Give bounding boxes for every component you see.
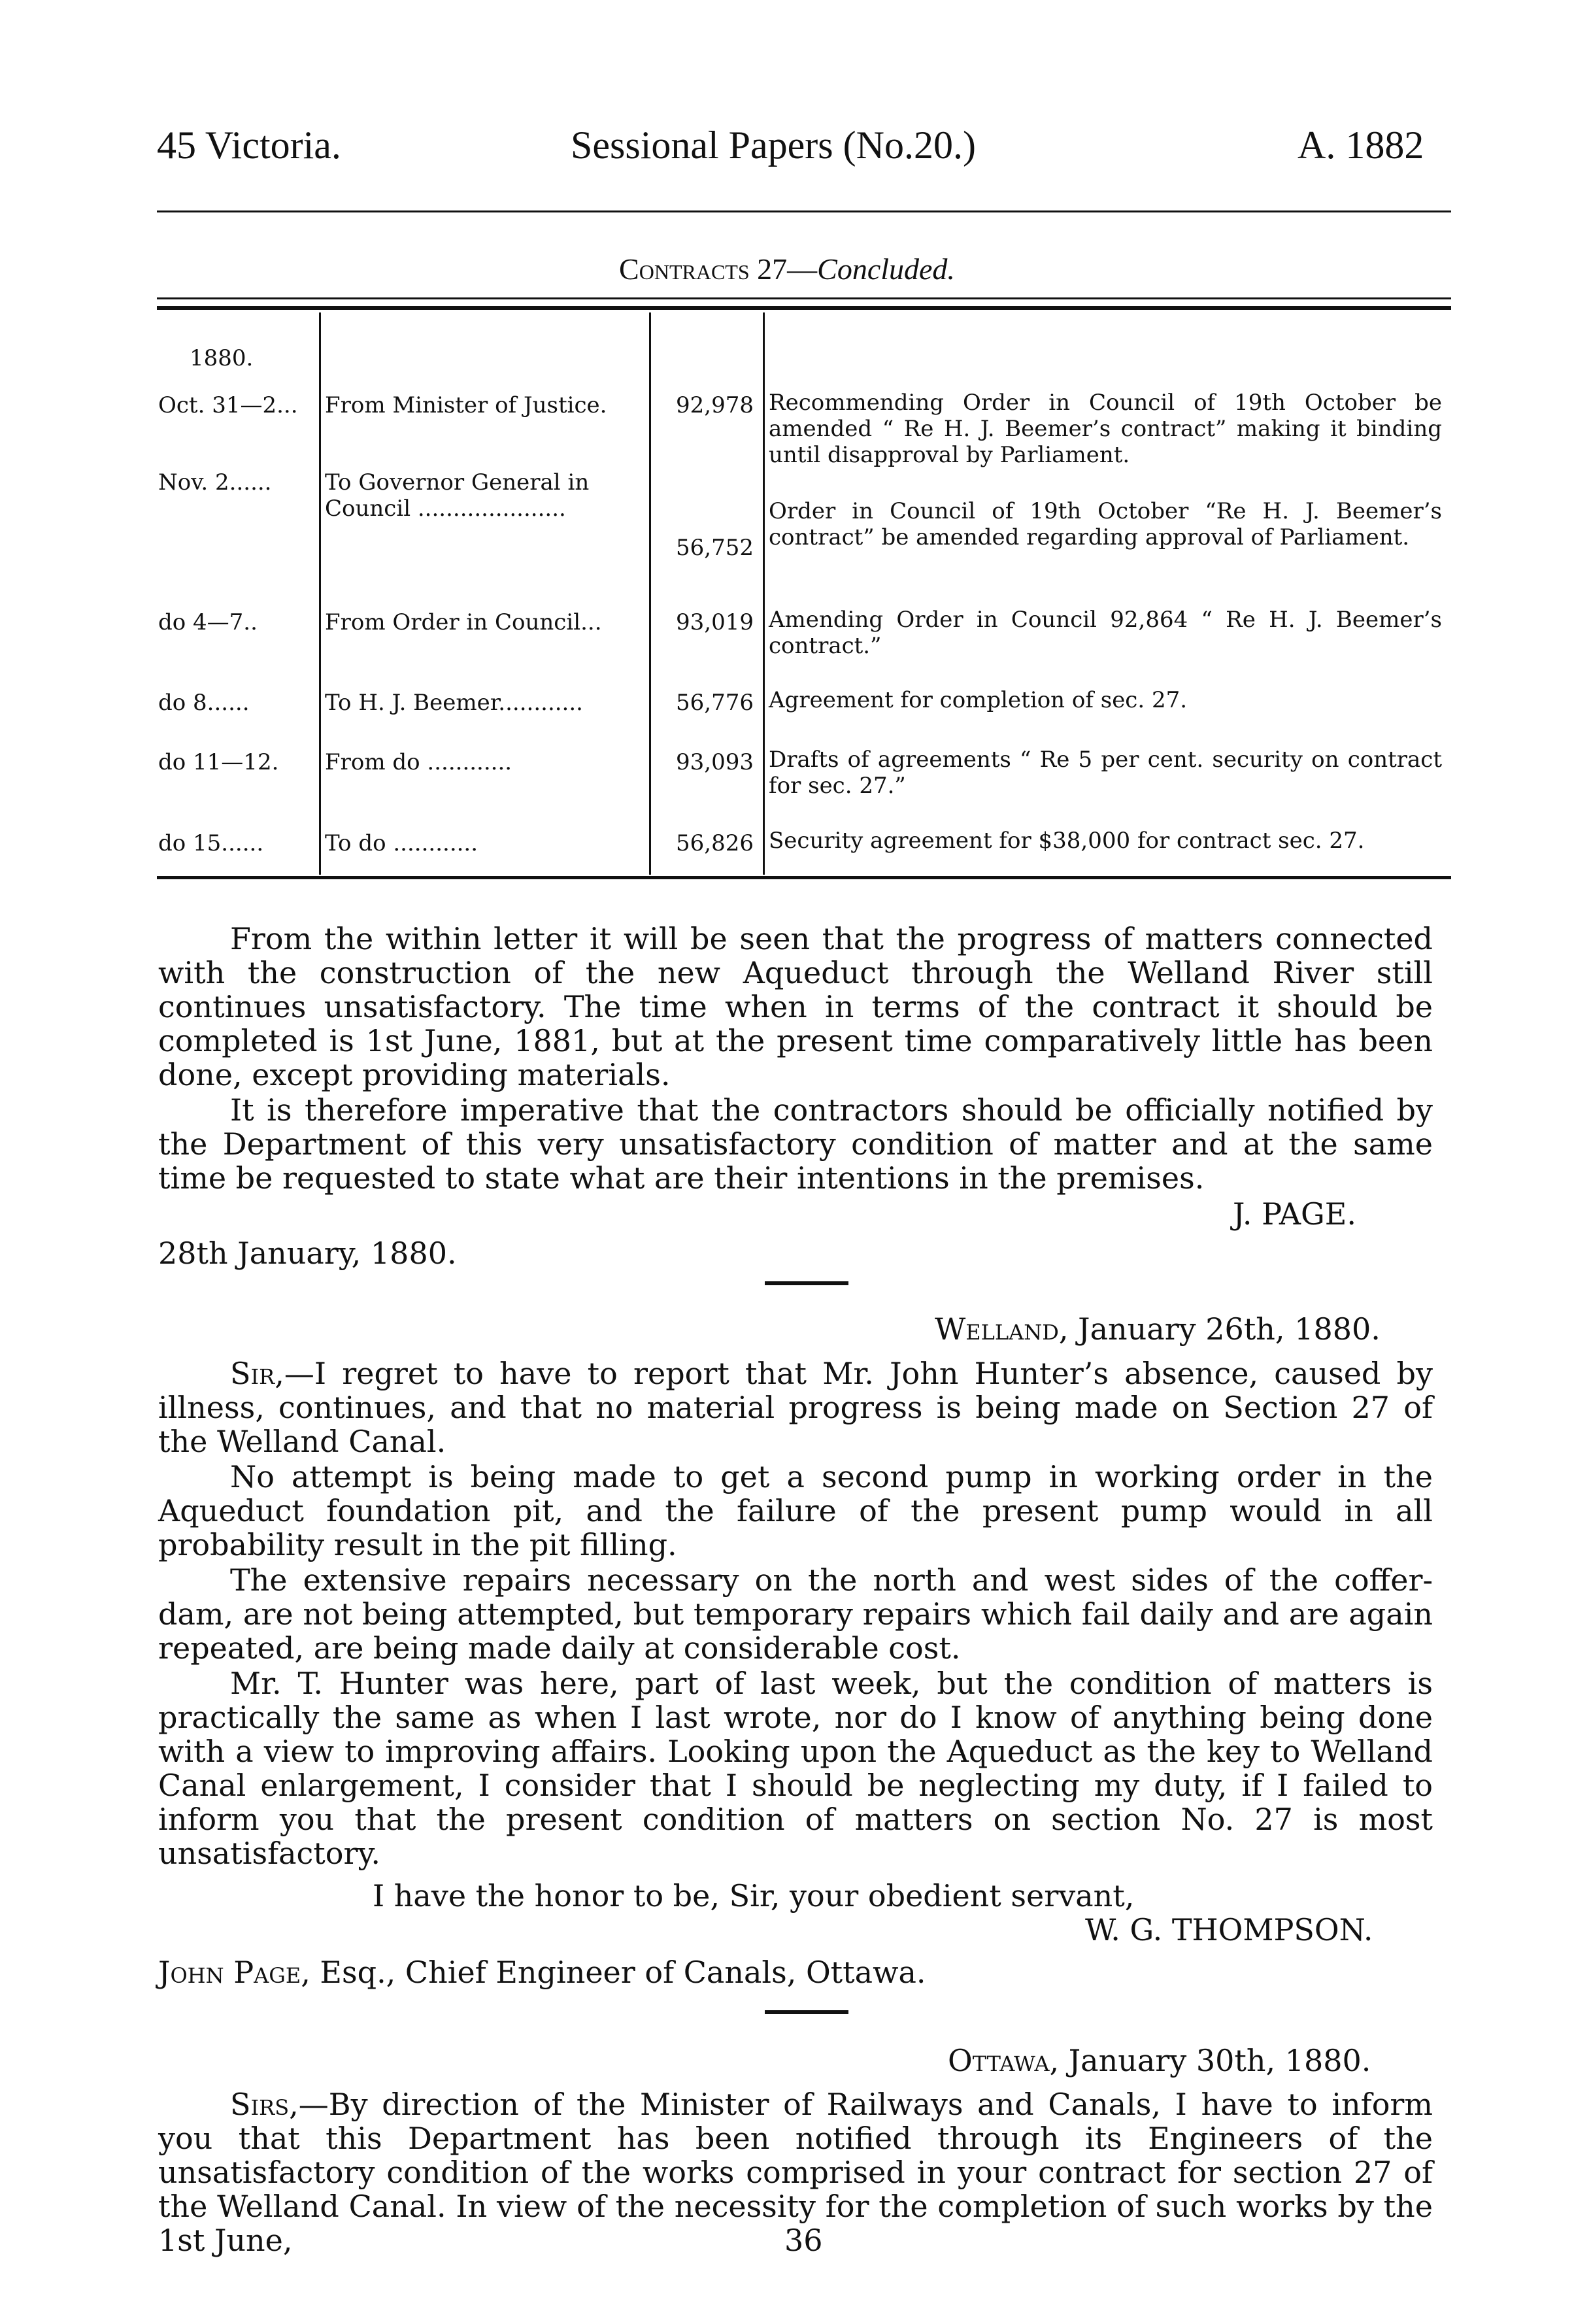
row-direction: To Governor General in Council ..................... — [325, 469, 590, 522]
row-number: 92,978 — [676, 392, 754, 418]
row-direction: From Minister of Justice. — [325, 392, 607, 418]
row-direction: From Order in Council... — [325, 609, 602, 635]
table-title-main: Contracts — [619, 252, 750, 286]
letter2-paragraph-4: Mr. T. Hunter was here, part of last week, but the condition of matters is practically the same as when I last wrote, nor do I know of anything being done with a view to improving affairs. Looking upon the Aqueduct as the key to Welland Canal enlargement, I consider that I should be neglecting my duty, if I failed to inform you that the present condition of matters on section No. 27 is most unsatisfactory. — [158, 1666, 1433, 1871]
row-remarks: Agreement for completion of sec. 27. — [769, 687, 1188, 713]
table-title — [0, 252, 1574, 286]
page-number: 36 — [784, 2223, 823, 2258]
letter2-addressee-name: John Page — [158, 1955, 301, 1990]
letter2-salutation: Sir — [230, 1356, 275, 1391]
header-year: A. 1882 — [1298, 124, 1424, 167]
row-direction: From do ............ — [325, 749, 512, 775]
table-divider-2 — [649, 312, 651, 875]
row-remarks: Order in Council of 19th October “Re H. J. Beemer’s contract” be amended regarding approval of Parliament. — [769, 498, 1442, 550]
row-date: do 11—12. — [158, 749, 279, 775]
row-direction: To do ............ — [325, 830, 478, 856]
row-remarks: Recommending Order in Council of 19th October be amended “ Re H. J. Beemer’s contract” making it binding until disapproval by Parliament. — [769, 390, 1442, 468]
table-top-rule-2 — [157, 306, 1451, 310]
table-top-rule-1 — [157, 297, 1451, 299]
table-bottom-rule — [157, 876, 1451, 879]
letter1-date: 28th January, 1880. — [158, 1236, 457, 1271]
table-title-number: 27— — [749, 252, 818, 286]
separator-2 — [765, 2010, 848, 2014]
row-date: do 15...... — [158, 830, 264, 856]
letter3-dateline — [948, 2043, 1371, 2078]
table-title-concluded: Concluded. — [817, 252, 955, 286]
row-date: do 8...... — [158, 690, 250, 716]
row-remarks: Amending Order in Council 92,864 “ Re H. J. Beemer’s contract.” — [769, 607, 1442, 659]
letter2-date: , January 26th, 1880. — [1058, 1311, 1381, 1347]
letter2-signature: W. G. THOMPSON. — [1085, 1912, 1373, 1947]
letter2-dateline — [935, 1311, 1381, 1347]
letter1-signature: J. PAGE. — [1233, 1196, 1357, 1232]
row-number: 56,776 — [676, 690, 754, 716]
row-remarks: Drafts of agreements “ Re 5 per cent. security on contract for sec. 27.” — [769, 747, 1442, 799]
row-date: Oct. 31—2... — [158, 392, 298, 418]
letter2-paragraph-2: No attempt is being made to get a second pump in working order in the Aqueduct foundation pit, and the failure of the present pump would in all probability result in the pit filling. — [158, 1459, 1433, 1562]
letter2-addressee — [158, 1955, 926, 1990]
row-number: 56,752 — [676, 535, 754, 561]
row-number: 93,093 — [676, 749, 754, 775]
row-date: Nov. 2...... — [158, 469, 272, 496]
row-number: 93,019 — [676, 609, 754, 635]
row-direction: To H. J. Beemer............ — [325, 690, 583, 716]
letter3-place: Ottawa — [948, 2043, 1050, 2078]
header-volume: 45 Victoria. — [157, 124, 341, 167]
letter2-place: Welland — [935, 1311, 1059, 1347]
letter1-paragraph-1: From the within letter it will be seen that the progress of matters connected with the construction of the new Aqueduct through the Welland River still continues unsatisfactory. The time when in terms of the contract it should be completed is 1st June, 1881, but at the present time comparatively little has been done, except providing materials. — [158, 921, 1433, 1092]
letter2-addressee-title: , Esq., Chief Engineer of Canals, Ottawa. — [301, 1955, 926, 1990]
letter2-paragraph-1 — [158, 1356, 1433, 1458]
table-divider-1 — [319, 312, 321, 875]
letter3-salutation: Sirs — [230, 2087, 290, 2122]
letter2-paragraph-3: The extensive repairs necessary on the north and west sides of the coffer-dam, are not being attempted, but temporary repairs which fail daily and are again repeated, are being made daily at considerable cost. — [158, 1562, 1433, 1666]
table-divider-3 — [763, 312, 765, 875]
table-year: 1880. — [190, 345, 254, 371]
row-date: do 4—7.. — [158, 609, 258, 635]
header-rule — [157, 211, 1451, 212]
letter1-paragraph-2: It is therefore imperative that the contractors should be officially notified by the Department of this very unsatisfactory condition of matter and at the same time be requested to state what are their intentions in the premises. — [158, 1092, 1433, 1196]
letter3-date: , January 30th, 1880. — [1049, 2043, 1371, 2078]
letter3-paragraph-1-text: ,—By direction of the Minister of Railways and Canals, I have to inform you that this Department has been notified through its Engineers of the unsatisfactory condition of the works comprised in your contract for section 27 of the Welland Canal. In view of the necessity for the completion of such works by the 1st June, — [158, 2087, 1433, 2258]
header-title: Sessional Papers (No.20.) — [571, 124, 976, 167]
separator-1 — [765, 1281, 848, 1285]
letter2-paragraph-1-text: ,—I regret to have to report that Mr. John Hunter’s absence, caused by illness, continues, and that no material progress is being made on Section 27 of the Welland Canal. — [158, 1356, 1433, 1459]
row-remarks: Security agreement for $38,000 for contract sec. 27. — [769, 828, 1365, 854]
letter2-closing: I have the honor to be, Sir, your obedient servant, — [373, 1878, 1135, 1913]
row-number: 56,826 — [676, 830, 754, 856]
